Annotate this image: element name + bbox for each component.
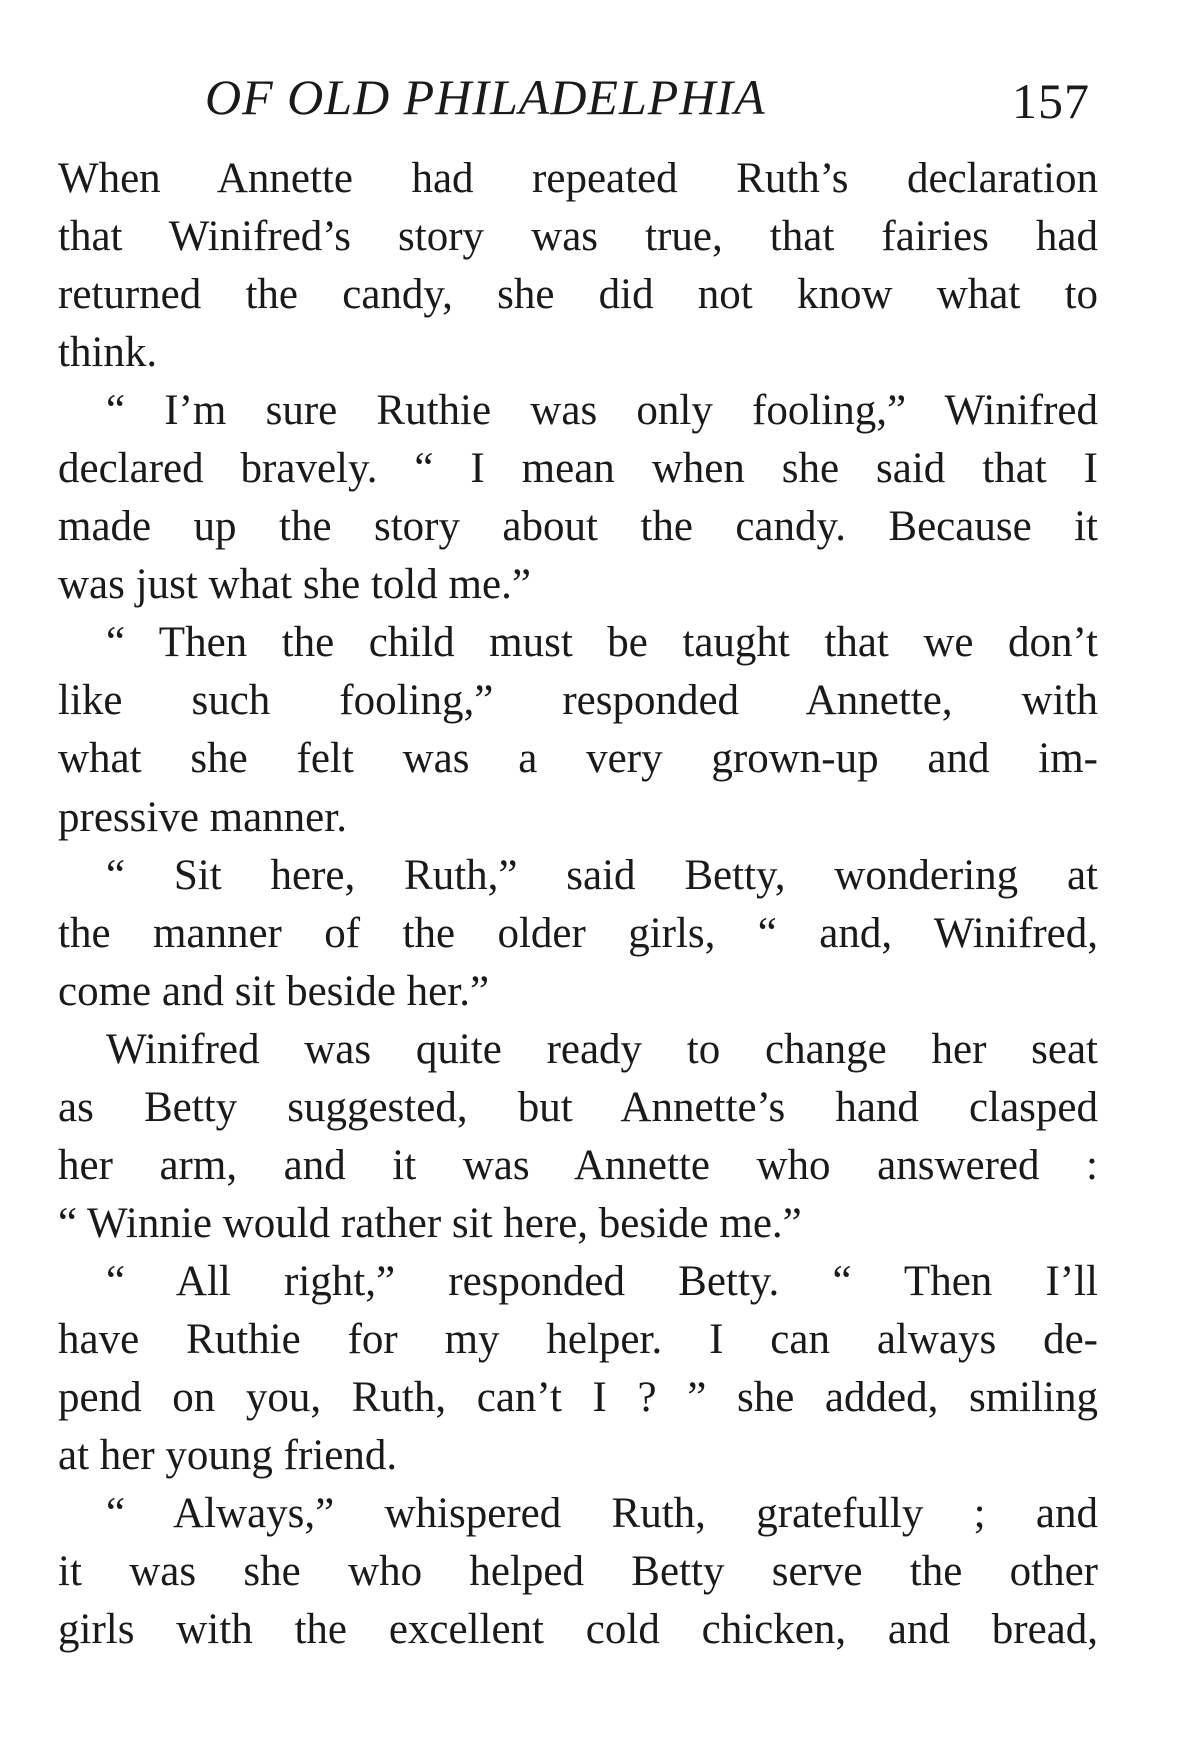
text-line: the manner of the older girls, “ and, Winifred, [58,909,1098,957]
text-line: come and sit beside her.” [58,967,490,1015]
text-line: that Winifred’s story was true, that fairies had [58,213,1098,261]
text-line: like such fooling,” responded Annette, with [58,677,1098,725]
text-line: “ Winnie would rather sit here, beside me.” [58,1199,802,1247]
text-line: Winifred was quite ready to change her seat [106,1025,1098,1073]
text-line: was just what she told me.” [58,561,531,609]
text-line: what she felt was a very grown-up and im- [58,735,1098,783]
text-line: as Betty suggested, but Annette’s hand clasped [58,1083,1098,1131]
running-head [205,62,1100,132]
text-line: it was she who helped Betty serve the other [58,1548,1098,1596]
text-line: When Annette had repeated Ruth’s declaration [58,155,1098,202]
page-number: 157 [1012,73,1090,129]
body-text [58,150,1098,1659]
text-line: think. [58,329,158,377]
text-line: at her young friend. [58,1432,398,1480]
text-line: declared bravely. “ I mean when she said that I [58,445,1098,493]
text-line: have Ruthie for my helper. I can always de- [58,1315,1098,1363]
text-line: “ I’m sure Ruthie was only fooling,” Winifred [106,387,1098,435]
running-title: OF OLD PHILADELPHIA [205,69,766,125]
text-line: returned the candy, she did not know what to [58,271,1098,319]
text-line: her arm, and it was Annette who answered : [58,1141,1098,1189]
text-line: “ Then the child must be taught that we don’t [106,619,1098,667]
text-line: girls with the excellent cold chicken, and bread, [58,1606,1098,1654]
text-line: pend on you, Ruth, can’t I ? ” she added, smiling [58,1373,1098,1421]
text-line: made up the story about the candy. Because it [58,503,1098,551]
text-line: “ Always,” whispered Ruth, gratefully ; and [106,1490,1098,1538]
text-line: “ All right,” responded Betty. “ Then I’ll [106,1257,1098,1305]
text-line: “ Sit here, Ruth,” said Betty, wondering at [106,851,1098,899]
text-line: pressive manner. [58,793,347,841]
